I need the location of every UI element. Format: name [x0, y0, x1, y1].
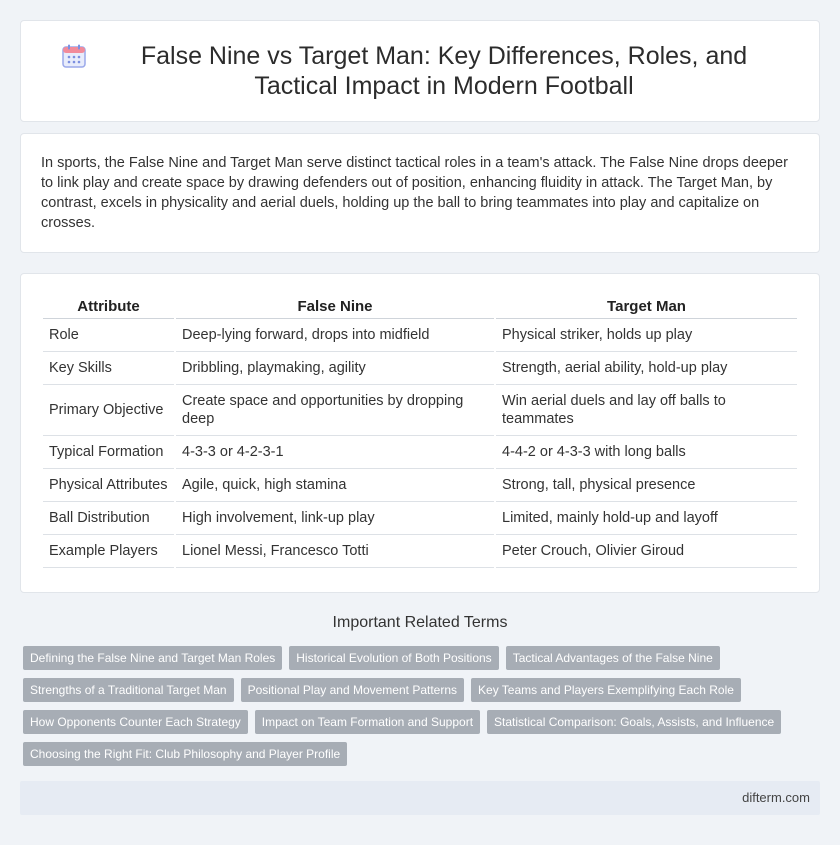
table-row [43, 469, 797, 502]
row-target-man: Limited, mainly hold-up and layoff [495, 502, 797, 535]
row-attribute: Key Skills [43, 352, 175, 385]
row-false-nine: High involvement, link-up play [175, 502, 495, 535]
row-attribute: Primary Objective [43, 385, 175, 436]
row-target-man: Physical striker, holds up play [495, 319, 797, 352]
page-title: False Nine vs Target Man: Key Differences, Roles, and Tactical Impact in Modern Football [140, 42, 748, 100]
row-attribute: Example Players [43, 535, 175, 568]
row-target-man: Peter Crouch, Olivier Giroud [495, 535, 797, 568]
row-false-nine: Deep-lying forward, drops into midfield [175, 319, 495, 352]
table-row [43, 319, 797, 352]
related-term-tag[interactable]: Positional Play and Movement Patterns [241, 678, 464, 702]
table-row [43, 502, 797, 535]
related-terms-list [23, 646, 823, 774]
table-row [43, 385, 797, 436]
table-header-row [43, 294, 797, 319]
row-false-nine: Agile, quick, high stamina [175, 469, 495, 502]
row-attribute: Typical Formation [43, 436, 175, 469]
table-row [43, 535, 797, 568]
title-card [20, 20, 820, 122]
intro-card [20, 133, 820, 253]
related-term-tag[interactable]: How Opponents Counter Each Strategy [23, 710, 248, 734]
footer [20, 781, 820, 815]
row-target-man: Strength, aerial ability, hold-up play [495, 352, 797, 385]
header-false-nine: False Nine [175, 294, 495, 319]
row-attribute: Ball Distribution [43, 502, 175, 535]
row-target-man: 4-4-2 or 4-3-3 with long balls [495, 436, 797, 469]
related-term-tag[interactable]: Statistical Comparison: Goals, Assists, and Influence [487, 710, 781, 734]
intro-text: In sports, the False Nine and Target Man serve distinct tactical roles in a team's attack. The False Nine drops deeper to link play and create space by drawing defenders out of position, enhancing fluidity in attack. The Target Man, by contrast, excels in physicality and aerial duels, holding up the ball to bring teammates into play and capitalize on crosses. [41, 155, 788, 231]
related-term-tag[interactable]: Defining the False Nine and Target Man Roles [23, 646, 282, 670]
related-term-tag[interactable]: Choosing the Right Fit: Club Philosophy and Player Profile [23, 742, 347, 766]
row-target-man: Strong, tall, physical presence [495, 469, 797, 502]
row-false-nine: 4-3-3 or 4-2-3-1 [175, 436, 495, 469]
table-row [43, 352, 797, 385]
row-false-nine: Create space and opportunities by dropping deep [175, 385, 495, 436]
table-row [43, 436, 797, 469]
row-attribute: Physical Attributes [43, 469, 175, 502]
comparison-table [43, 294, 797, 568]
header-attribute: Attribute [43, 294, 175, 319]
row-false-nine: Dribbling, playmaking, agility [175, 352, 495, 385]
header-target-man: Target Man [495, 294, 797, 319]
related-terms-title: Important Related Terms [332, 614, 508, 631]
row-attribute: Role [43, 319, 175, 352]
related-term-tag[interactable]: Impact on Team Formation and Support [255, 710, 480, 734]
related-term-tag[interactable]: Tactical Advantages of the False Nine [506, 646, 720, 670]
row-target-man: Win aerial duels and lay off balls to teammates [495, 385, 797, 436]
footer-site-link[interactable]: difterm.com [742, 790, 810, 805]
related-term-tag[interactable]: Strengths of a Traditional Target Man [23, 678, 234, 702]
calendar-icon [61, 43, 87, 69]
row-false-nine: Lionel Messi, Francesco Totti [175, 535, 495, 568]
related-term-tag[interactable]: Historical Evolution of Both Positions [289, 646, 498, 670]
comparison-card [20, 273, 820, 593]
related-term-tag[interactable]: Key Teams and Players Exemplifying Each Role [471, 678, 741, 702]
